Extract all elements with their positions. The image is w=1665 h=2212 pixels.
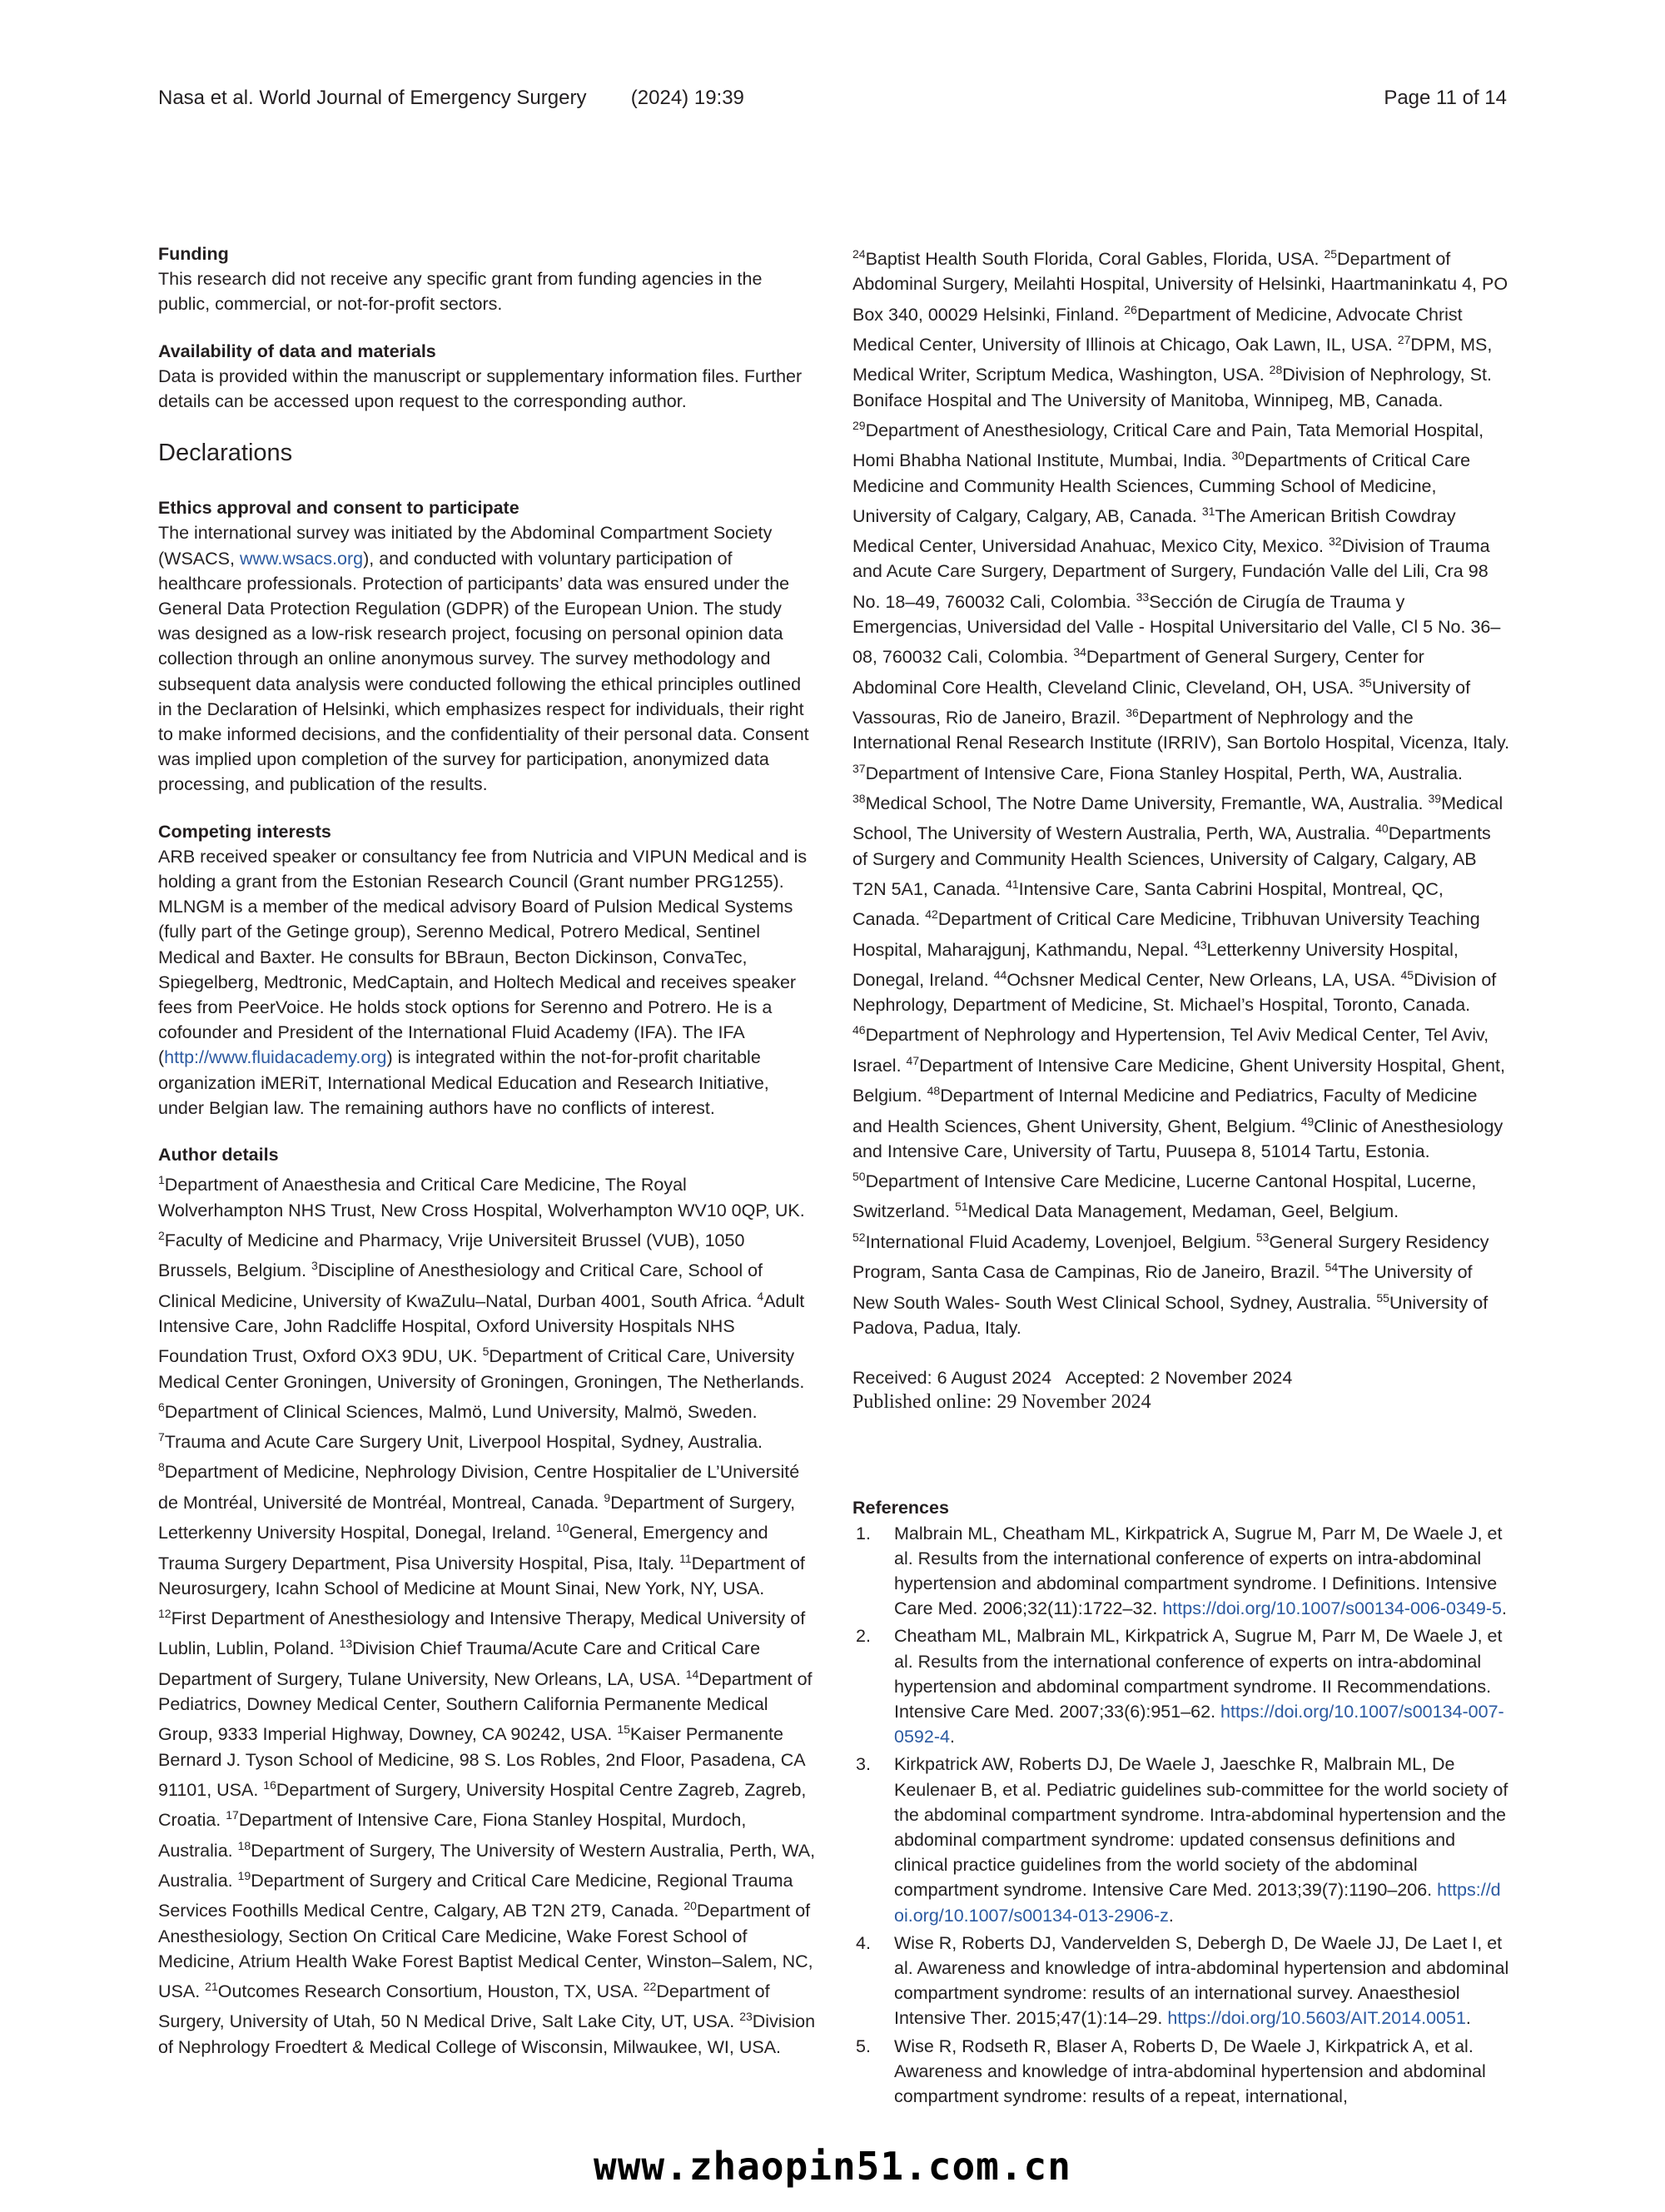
affiliation-text: Department of Surgery and Critical Care Medicine, Regional Trauma Services Foothills Medical Centre, Calgary, AB T2N 2T9, Canada.	[158, 1871, 793, 1921]
affiliation-text: Department of Critical Care, University Medical Center Groningen, University of Groningen, Groningen, The Netherlands.	[158, 1346, 805, 1392]
reference-tail: .	[1501, 1598, 1507, 1619]
author-affiliations-right	[852, 241, 1510, 1340]
received-accepted: Received: 6 August 2024 Accepted: 2 November 2024	[852, 1368, 1293, 1389]
affiliation-number: 26	[1124, 302, 1137, 316]
reference-tail: .	[949, 1727, 955, 1747]
reference-item	[852, 1931, 1510, 2031]
affiliation-number: 33	[1136, 589, 1150, 604]
affiliation-text: Division of Trauma and Acute Care Surgery, Department of Surgery, Fundación Valle del Lili, Cra 98 No. 18–49, 760032 Cali, Colombia.	[852, 536, 1490, 612]
affiliation-number: 43	[1193, 937, 1207, 952]
affiliation-text: Department of Nephrology and Hypertension, Tel Aviv Medical Center, Tel Aviv, Israel.	[852, 1025, 1489, 1076]
affiliation-number: 40	[1375, 822, 1389, 836]
affiliation-number: 17	[226, 1808, 239, 1822]
affiliation-number: 7	[158, 1430, 165, 1444]
author-details-title: Author details	[158, 1145, 279, 1166]
affiliation-text: DPM, MS, Medical Writer, Scriptum Medica, Washington, USA.	[852, 335, 1493, 385]
affiliation-text: University of Vassouras, Rio de Janeiro, Brazil.	[852, 677, 1471, 728]
affiliation-text: Intensive Care, Santa Cabrini Hospital, Montreal, QC, Canada.	[852, 878, 1444, 930]
reference-text: Wise R, Roberts DJ, Vandervelden S, Debergh D, De Waele JJ, De Laet I, et al. Awareness and knowledge of intra-abdominal hypertension and abdominal compartment syndrome: results of an international survey. Anaesthesiol Intensive Ther. 2015;47(1):14–29.	[894, 1932, 1509, 2029]
affiliation-text: Baptist Health South Florida, Coral Gables, Florida, USA.	[865, 249, 1325, 270]
affiliation-text: Department of Intensive Care, Fiona Stanley Hospital, Murdoch, Australia.	[158, 1810, 747, 1861]
affiliation-number: 51	[955, 1200, 968, 1214]
affiliation-text: General Surgery Residency Program, Santa Casa de Campinas, Rio de Janeiro, Brazil.	[852, 1231, 1489, 1283]
affiliation-text: Medical Data Management, Medaman, Geel, Belgium.	[967, 1201, 1399, 1222]
affiliation-number: 5	[482, 1345, 490, 1359]
affiliation-number: 16	[263, 1777, 276, 1792]
affiliation-number: 13	[339, 1637, 353, 1651]
reference-doi-link[interactable]: https://doi.org/10.1007/s00134-013-2906-z	[894, 1880, 1501, 1926]
affiliation-number: 52	[852, 1230, 866, 1244]
affiliation-number: 29	[852, 418, 866, 432]
affiliation-number: 18	[237, 1838, 251, 1852]
affiliation-number: 44	[993, 967, 1007, 982]
affiliation-text: Department of Neurosurgery, Icahn School of Medicine at Mount Sinai, New York, NY, USA.	[158, 1553, 805, 1598]
affiliation-number: 45	[1400, 967, 1414, 982]
reference-item	[852, 2034, 1510, 2110]
affiliation-text: Discipline of Anesthesiology and Critical Care, School of Clinical Medicine, University of KwaZulu–Natal, Durban 4001, South Africa.	[158, 1260, 763, 1311]
reference-item	[852, 1752, 1510, 1927]
affiliation-number: 39	[1428, 791, 1442, 805]
reference-item	[852, 1623, 1510, 1749]
left-column	[158, 241, 816, 2081]
affiliation-number: 48	[927, 1084, 941, 1098]
ethics-text-part: The international survey was initiated by the Abdominal Compartment Society (WSACS,	[158, 523, 773, 569]
affiliation-text: Kaiser Permanente Bernard J. Tyson School of Medicine, 98 S. Los Robles, 2nd Floor, Pasadena, CA 91101, USA.	[158, 1724, 805, 1801]
affiliation-text: Department of Surgery, The University of Western Australia, Perth, WA, Australia.	[158, 1840, 816, 1891]
affiliation-number: 11	[679, 1551, 692, 1565]
affiliation-text: Outcomes Research Consortium, Houston, TX, USA.	[217, 1981, 644, 2002]
affiliation-number: 28	[1269, 363, 1283, 377]
affiliation-number: 34	[1073, 645, 1086, 659]
reference-doi-link[interactable]: https://doi.org/10.1007/s00134-006-0349-5	[1162, 1598, 1502, 1619]
journal-citation: Nasa et al. World Journal of Emergency Surgery (2024) 19:39	[158, 87, 744, 109]
reference-doi-link[interactable]: https://doi.org/10.5603/AIT.2014.0051	[1167, 2008, 1466, 2029]
affiliation-number: 1	[158, 1173, 165, 1187]
affiliation-text: Department of Internal Medicine and Pediatrics, Faculty of Medicine and Health Sciences, Ghent University, Ghent, Belgium.	[852, 1086, 1478, 1136]
affiliation-text: University of Padova, Padua, Italy.	[852, 1292, 1489, 1338]
reference-number: 2.	[856, 1626, 871, 1647]
affiliation-number: 25	[1324, 247, 1338, 261]
affiliation-number: 35	[1359, 675, 1372, 689]
affiliation-number: 55	[1376, 1290, 1389, 1305]
fluidacademy-link[interactable]: http://www.fluidacademy.org	[164, 1047, 387, 1068]
affiliation-text: Department of Medicine, Nephrology Division, Centre Hospitalier de L’Université de Montréal, Université de Montréal, Montreal, Canada.	[158, 1462, 800, 1513]
affiliation-text: Medical School, The Notre Dame University, Fremantle, WA, Australia.	[865, 793, 1429, 814]
affiliation-number: 36	[1126, 705, 1139, 719]
affiliation-text: Department of Surgery, University Hospital Centre Zagreb, Zagreb, Croatia.	[158, 1780, 807, 1831]
affiliation-text: Medical School, The University of Western Australia, Perth, WA, Australia.	[852, 793, 1503, 844]
affiliation-number: 12	[158, 1607, 171, 1621]
funding-title: Funding	[158, 244, 229, 264]
affiliation-number: 49	[1300, 1114, 1315, 1128]
affiliation-text: Division of Nephrology, Department of Medicine, St. Michael’s Hospital, Toronto, Canada.	[852, 970, 1497, 1016]
affiliation-text: Adult Intensive Care, John Radcliffe Hospital, Oxford University Hospitals NHS Foundation Trust, Oxford OX3 9DU, UK.	[158, 1290, 805, 1367]
affiliation-text: General, Emergency and Trauma Surgery Department, Pisa University Hospital, Pisa, Italy.	[158, 1523, 768, 1573]
affiliation-number: 21	[205, 1980, 218, 1994]
affiliation-text: Department of Pediatrics, Downey Medical Center, Southern California Permanente Medical Group, 9333 Imperial Highway, Downey, CA 90242, USA.	[158, 1668, 813, 1745]
affiliation-number: 27	[1397, 332, 1411, 346]
affiliation-number: 10	[556, 1521, 569, 1535]
affiliation-text: Trauma and Acute Care Surgery Unit, Liverpool Hospital, Sydney, Australia.	[164, 1432, 763, 1453]
reference-number: 1.	[856, 1523, 871, 1543]
affiliation-number: 30	[1231, 449, 1245, 463]
watermark: www.zhaopin51.com.cn	[594, 2144, 1071, 2189]
affiliation-number: 4	[757, 1289, 764, 1303]
availability-title: Availability of data and materials	[158, 340, 436, 361]
affiliation-text: Division of Nephrology Froedtert & Medical College of Wisconsin, Milwaukee, WI, USA.	[158, 2011, 816, 2057]
affiliation-text: International Fluid Academy, Lovenjoel, Belgium.	[865, 1231, 1256, 1252]
reference-list	[852, 1521, 1510, 2110]
right-column	[852, 241, 1510, 2111]
ethics-text-part: ), and conducted with voluntary participation of healthcare professionals. Protection of participants’ data was ensured under the General Data Protection Regulation (GDPR) of the European Union. The study was designed as a low-risk research project, focusing on personal opinion data collection through an online anonymous survey. The survey methodology and subsequent data analysis were conducted following the ethical principles outlined in the Declaration of Helsinki, which emphasizes respect for individuals, their right to make informed decisions, and the confidentiality of their personal data. Consent was implied upon completion of the survey for participation, anonymized data processing, and publication of the results.	[158, 548, 809, 795]
affiliation-text: Department of Abdominal Surgery, Meilahti Hospital, University of Helsinki, Haartmaninkatu 4, PO Box 340, 00029 Helsinki, Finland.	[852, 249, 1508, 325]
affiliation-text: Department of Surgery, Letterkenny University Hospital, Donegal, Ireland.	[158, 1492, 796, 1543]
affiliation-text: The American British Cowdray Medical Center, Universidad Anahuac, Mexico City, Mexico.	[852, 505, 1456, 557]
affiliation-number: 6	[158, 1399, 165, 1414]
ethics-title: Ethics approval and consent to participate	[158, 498, 519, 519]
reference-number: 5.	[856, 2036, 871, 2056]
affiliation-text: Department of Nephrology and the International Renal Research Institute (IRRIV), San Bortolo Hospital, Vicenza, Italy.	[852, 708, 1510, 753]
affiliation-number: 20	[683, 1899, 697, 1913]
reference-number: 3.	[856, 1754, 871, 1775]
affiliation-number: 53	[1255, 1230, 1270, 1244]
reference-doi-link[interactable]: https://doi.org/10.1007/s00134-007-0592-4	[894, 1701, 1504, 1747]
affiliation-number: 15	[617, 1722, 630, 1737]
affiliation-number: 54	[1325, 1260, 1339, 1275]
affiliation-text: Department of General Surgery, Center for Abdominal Core Health, Cleveland Clinic, Cleveland, OH, USA.	[852, 647, 1424, 698]
affiliation-text: First Department of Anesthesiology and Intensive Therapy, Medical University of Lublin, Lublin, Poland.	[158, 1608, 806, 1659]
affiliation-text: Ochsner Medical Center, New Orleans, LA, USA.	[1006, 970, 1401, 991]
reference-text: Malbrain ML, Cheatham ML, Kirkpatrick A, Sugrue M, Parr M, De Waele J, et al. Results from the international conference of experts on intra-abdominal hypertension and abdominal compartment syndrome. I Definitions. Intensive Care Med. 2006;32(11):1722–32.	[894, 1523, 1503, 1619]
affiliation-text: Department of Anaesthesia and Critical Care Medicine, The Royal Wolverhampton NHS Trust, New Cross Hospital, Wolverhampton WV10 0QP, UK.	[158, 1175, 805, 1220]
affiliation-number: 19	[237, 1868, 251, 1882]
affiliation-text: Department of Anesthesiology, Critical Care and Pain, Tata Memorial Hospital, Homi Bhabha National Institute, Mumbai, India.	[852, 420, 1484, 471]
affiliation-number: 2	[158, 1228, 165, 1242]
affiliation-number: 47	[906, 1053, 920, 1067]
competing-text-part: ARB received speaker or consultancy fee from Nutricia and VIPUN Medical and is holding a grant from the Estonian Research Council (Grant number PRG1255). MLNGM is a member of the medical advisory Board of Pulsion Medical Systems (fully part of the Getinge group), Serenno Medical, Potrero Medical, Sentinel Medical and Baxter. He consults for BBraun, Becton Dickinson, ConvaTec, Spiegelberg, Medtronic, MedCaptain, and Holtech Medical and receives speaker fees from PeerVoice. He holds stock options for Serenno and Potrero. He is a cofounder and President of the International Fluid Academy (IFA). The IFA (	[158, 846, 808, 1068]
affiliation-number: 8	[158, 1460, 165, 1474]
funding-text: This research did not receive any specific grant from funding agencies in the public, commercial, or not-for-profit sectors.	[158, 269, 763, 315]
affiliation-text: Clinic of Anesthesiology and Intensive Care, University of Tartu, Puusepa 8, 51014 Tartu, Estonia.	[852, 1116, 1503, 1161]
affiliation-text: Department of Surgery, University of Utah, 50 N Medical Drive, Salt Lake City, UT, USA.	[158, 1981, 770, 2032]
affiliation-number: 9	[604, 1490, 611, 1504]
affiliation-number: 32	[1329, 534, 1342, 549]
affiliation-text: Department of Medicine, Advocate Christ Medical Center, University of Illinois at Chicago, Oak Lawn, IL, USA.	[852, 304, 1463, 355]
affiliation-number: 22	[643, 1980, 657, 1994]
affiliation-text: Department of Anesthesiology, Section On Critical Care Medicine, Wake Forest School of Medicine, Atrium Health Wake Forest Baptist Medical Center, Winston–Salem, NC, USA.	[158, 1901, 813, 2002]
affiliation-number: 42	[925, 907, 938, 922]
affiliation-text: Department of Intensive Care Medicine, Ghent University Hospital, Ghent, Belgium.	[852, 1055, 1505, 1106]
competing-text	[158, 844, 816, 1121]
affiliation-number: 46	[852, 1023, 866, 1037]
affiliation-text: Department of Clinical Sciences, Malmö, Lund University, Malmö, Sweden.	[164, 1401, 758, 1422]
affiliation-text: Department of Critical Care Medicine, Tribhuvan University Teaching Hospital, Maharajgunj, Kathmandu, Nepal.	[852, 909, 1480, 960]
affiliation-text: Letterkenny University Hospital, Donegal, Ireland.	[852, 939, 1459, 991]
affiliation-text: Sección de Cirugía de Trauma y Emergencias, Universidad del Valle - Hospital Universitario del Valle, Cl 5 No. 36–08, 760032 Cali, Colombia.	[852, 591, 1501, 668]
affiliation-text: Faculty of Medicine and Pharmacy, Vrije Universiteit Brussel (VUB), 1050 Brussels, Belgium.	[158, 1230, 745, 1281]
affiliation-number: 23	[739, 2010, 753, 2024]
reference-number: 4.	[856, 1932, 871, 1953]
competing-title: Competing interests	[158, 821, 331, 842]
published-online: Published online: 29 November 2024	[852, 1391, 1151, 1414]
affiliation-text: Division Chief Trauma/Acute Care and Critical Care Department of Surgery, Tulane University, New Orleans, LA, USA.	[158, 1638, 761, 1689]
affiliation-text: Departments of Critical Care Medicine and Community Health Sciences, Cumming School of Medicine, University of Calgary, Calgary, AB, Canada.	[852, 450, 1471, 526]
declarations-heading: Declarations	[158, 440, 293, 467]
affiliation-number: 31	[1201, 504, 1215, 518]
reference-tail: .	[1168, 1905, 1174, 1926]
reference-text: Wise R, Rodseth R, Blaser A, Roberts D, De Waele J, Kirkpatrick A, et al. Awareness and knowledge of intra-abdominal hypertension and abdominal compartment syndrome: results of a repeat, international,	[894, 2036, 1486, 2106]
affiliation-text: Division of Nephrology, St. Boniface Hospital and The University of Manitoba, Winnipeg, MB, Canada.	[852, 365, 1492, 410]
affiliation-number: 3	[311, 1259, 318, 1273]
affiliation-number: 38	[852, 791, 866, 805]
affiliation-text: Department of Intensive Care Medicine, Lucerne Cantonal Hospital, Lucerne, Switzerland.	[852, 1171, 1477, 1222]
page-number: Page 11 of 14	[1384, 87, 1507, 109]
ethics-text	[158, 520, 816, 797]
affiliation-number: 41	[1006, 877, 1019, 891]
reference-item	[852, 1521, 1510, 1622]
affiliation-text: Departments of Surgery and Community Health Sciences, University of Calgary, Calgary, AB T2N 5A1, Canada.	[852, 823, 1491, 899]
author-affiliations-left	[158, 1167, 816, 2060]
affiliation-number: 14	[685, 1667, 699, 1681]
running-header	[158, 87, 1507, 120]
availability-text: Data is provided within the manuscript or supplementary information files. Further details can be accessed upon request to the corresponding author.	[158, 365, 803, 412]
affiliation-number: 50	[852, 1170, 866, 1184]
affiliation-text: Department of Intensive Care, Fiona Stanley Hospital, Perth, WA, Australia.	[865, 763, 1463, 783]
competing-text-part: ) is integrated within the not-for-profit charitable organization iMERiT, International Medical Education and Research Initiative, under Belgian law. The remaining authors have no conflicts of interest.	[158, 1047, 769, 1118]
wsacs-link[interactable]: www.wsacs.org	[239, 548, 364, 569]
affiliation-text: The University of New South Wales- South West Clinical School, Sydney, Australia.	[852, 1262, 1473, 1313]
affiliation-number: 24	[852, 247, 866, 261]
affiliation-number: 37	[852, 761, 866, 775]
reference-text: Cheatham ML, Malbrain ML, Kirkpatrick A, Sugrue M, Parr M, De Waele J, et al. Results from the international conference of experts on intra-abdominal hypertension and abdominal compartment syndrome. II Recommendations. Intensive Care Med. 2007;33(6):951–62.	[894, 1626, 1503, 1722]
reference-text: Kirkpatrick AW, Roberts DJ, De Waele J, Jaeschke R, Malbrain ML, De Keulenaer B, et al. Pediatric guidelines sub-committee for the world society of the abdominal compartment syndrome. Intra-abdominal hypertension and the abdominal compartment syndrome: updated consensus definitions and clinical practice guidelines from the world society of the abdominal compartment syndrome. Intensive Care Med. 2013;39(7):1190–206.	[894, 1754, 1508, 1901]
references-title: References	[852, 1498, 949, 1519]
article-dates	[852, 1365, 1510, 1414]
reference-tail: .	[1465, 2008, 1471, 2029]
